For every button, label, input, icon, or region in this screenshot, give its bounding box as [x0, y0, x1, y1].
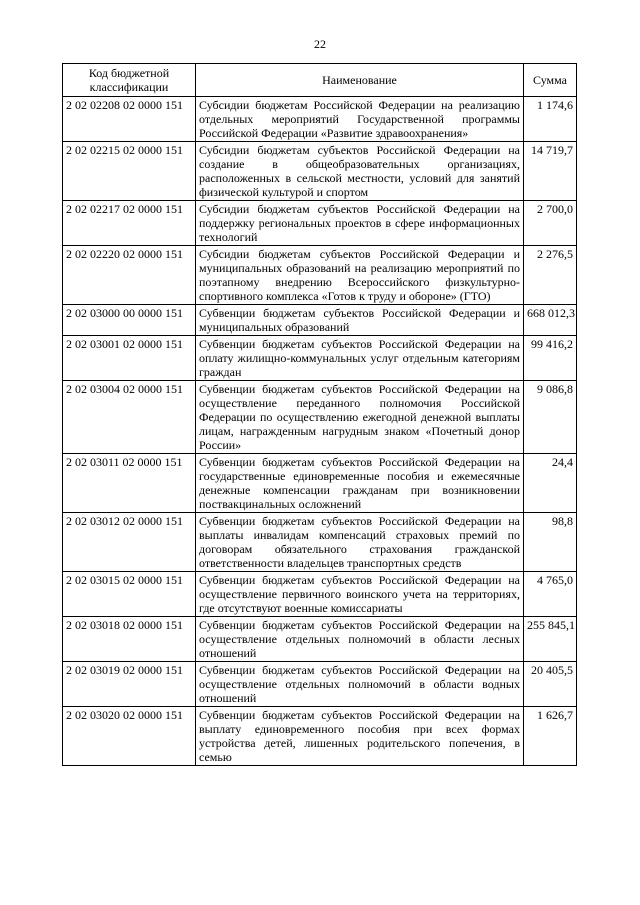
row-code: 2 02 03011 02 0000 151: [63, 454, 196, 513]
row-code: 2 02 02208 02 0000 151: [63, 97, 196, 142]
row-name: Субсидии бюджетам Российской Федерации на реализацию отдельных мероприятий Государственной программы Российской Федерации «Развитие здравоохранения»: [196, 97, 524, 142]
row-sum: 2 276,5: [524, 246, 577, 305]
row-sum: 9 086,8: [524, 381, 577, 454]
row-sum: 24,4: [524, 454, 577, 513]
table-row: [63, 305, 577, 336]
row-sum: 20 405,5: [524, 662, 577, 707]
header-sum: Сумма: [524, 64, 577, 97]
row-name: Субвенции бюджетам субъектов Российской Федерации на выплату единовременного пособия при всех формах устройства детей, лишенных родительского попечения, в семью: [196, 707, 524, 766]
table-row: [63, 336, 577, 381]
table-row: [63, 246, 577, 305]
row-code: 2 02 03018 02 0000 151: [63, 617, 196, 662]
table-row: [63, 707, 577, 766]
row-sum: 99 416,2: [524, 336, 577, 381]
table-row: [63, 617, 577, 662]
row-sum: 1 626,7: [524, 707, 577, 766]
table-header-row: [63, 64, 577, 97]
row-code: 2 02 03001 02 0000 151: [63, 336, 196, 381]
row-sum: 255 845,1: [524, 617, 577, 662]
row-name: Субвенции бюджетам субъектов Российской Федерации и муниципальных образований: [196, 305, 524, 336]
row-name: Субсидии бюджетам субъектов Российской Федерации на создание в общеобразовательных организациях, расположенных в сельской местности, условий для занятий физической культурой и спортом: [196, 142, 524, 201]
table-row: [63, 142, 577, 201]
table-row: [63, 201, 577, 246]
table-row: [63, 381, 577, 454]
row-code: 2 02 03004 02 0000 151: [63, 381, 196, 454]
row-name: Субсидии бюджетам субъектов Российской Федерации на поддержку региональных проектов в сфере информационных технологий: [196, 201, 524, 246]
table-row: [63, 572, 577, 617]
row-code: 2 02 02220 02 0000 151: [63, 246, 196, 305]
row-name: Субвенции бюджетам субъектов Российской Федерации на выплаты инвалидам компенсаций страховых премий по договорам обязательного страхования гражданской ответственности владельцев транспортных средств: [196, 513, 524, 572]
row-name: Субсидии бюджетам субъектов Российской Федерации и муниципальных образований на реализацию мероприятий по поэтапному внедрению Всероссийского физкультурно-спортивного комплекса «Готов к труду и обороне» (ГТО): [196, 246, 524, 305]
budget-table: [62, 63, 577, 766]
row-sum: 14 719,7: [524, 142, 577, 201]
row-code: 2 02 03012 02 0000 151: [63, 513, 196, 572]
row-code: 2 02 02217 02 0000 151: [63, 201, 196, 246]
row-sum: 2 700,0: [524, 201, 577, 246]
row-code: 2 02 03020 02 0000 151: [63, 707, 196, 766]
table-row: [63, 662, 577, 707]
row-name: Субвенции бюджетам субъектов Российской Федерации на государственные единовременные пособия и ежемесячные денежные компенсации гражданам при возникновении поствакцинальных осложнений: [196, 454, 524, 513]
table-row: [63, 97, 577, 142]
table-row: [63, 513, 577, 572]
row-code: 2 02 02215 02 0000 151: [63, 142, 196, 201]
row-name: Субвенции бюджетам субъектов Российской Федерации на осуществление отдельных полномочий в области лесных отношений: [196, 617, 524, 662]
header-code: Код бюджетной классификации: [63, 64, 196, 97]
row-sum: 1 174,6: [524, 97, 577, 142]
row-name: Субвенции бюджетам субъектов Российской Федерации на осуществление первичного воинского учета на территориях, где отсутствуют военные комиссариаты: [196, 572, 524, 617]
row-name: Субвенции бюджетам субъектов Российской Федерации на осуществление отдельных полномочий в области водных отношений: [196, 662, 524, 707]
row-code: 2 02 03019 02 0000 151: [63, 662, 196, 707]
header-name: Наименование: [196, 64, 524, 97]
row-sum: 668 012,3: [524, 305, 577, 336]
page-number: 22: [314, 37, 326, 51]
row-name: Субвенции бюджетам субъектов Российской Федерации на оплату жилищно-коммунальных услуг отдельным категориям граждан: [196, 336, 524, 381]
row-code: 2 02 03000 00 0000 151: [63, 305, 196, 336]
row-sum: 4 765,0: [524, 572, 577, 617]
row-sum: 98,8: [524, 513, 577, 572]
table-row: [63, 454, 577, 513]
row-code: 2 02 03015 02 0000 151: [63, 572, 196, 617]
row-name: Субвенции бюджетам субъектов Российской Федерации на осуществление переданного полномочия Российской Федерации по осуществлению ежегодной денежной выплаты лицам, награжденным нагрудным знаком «Почетный донор России»: [196, 381, 524, 454]
